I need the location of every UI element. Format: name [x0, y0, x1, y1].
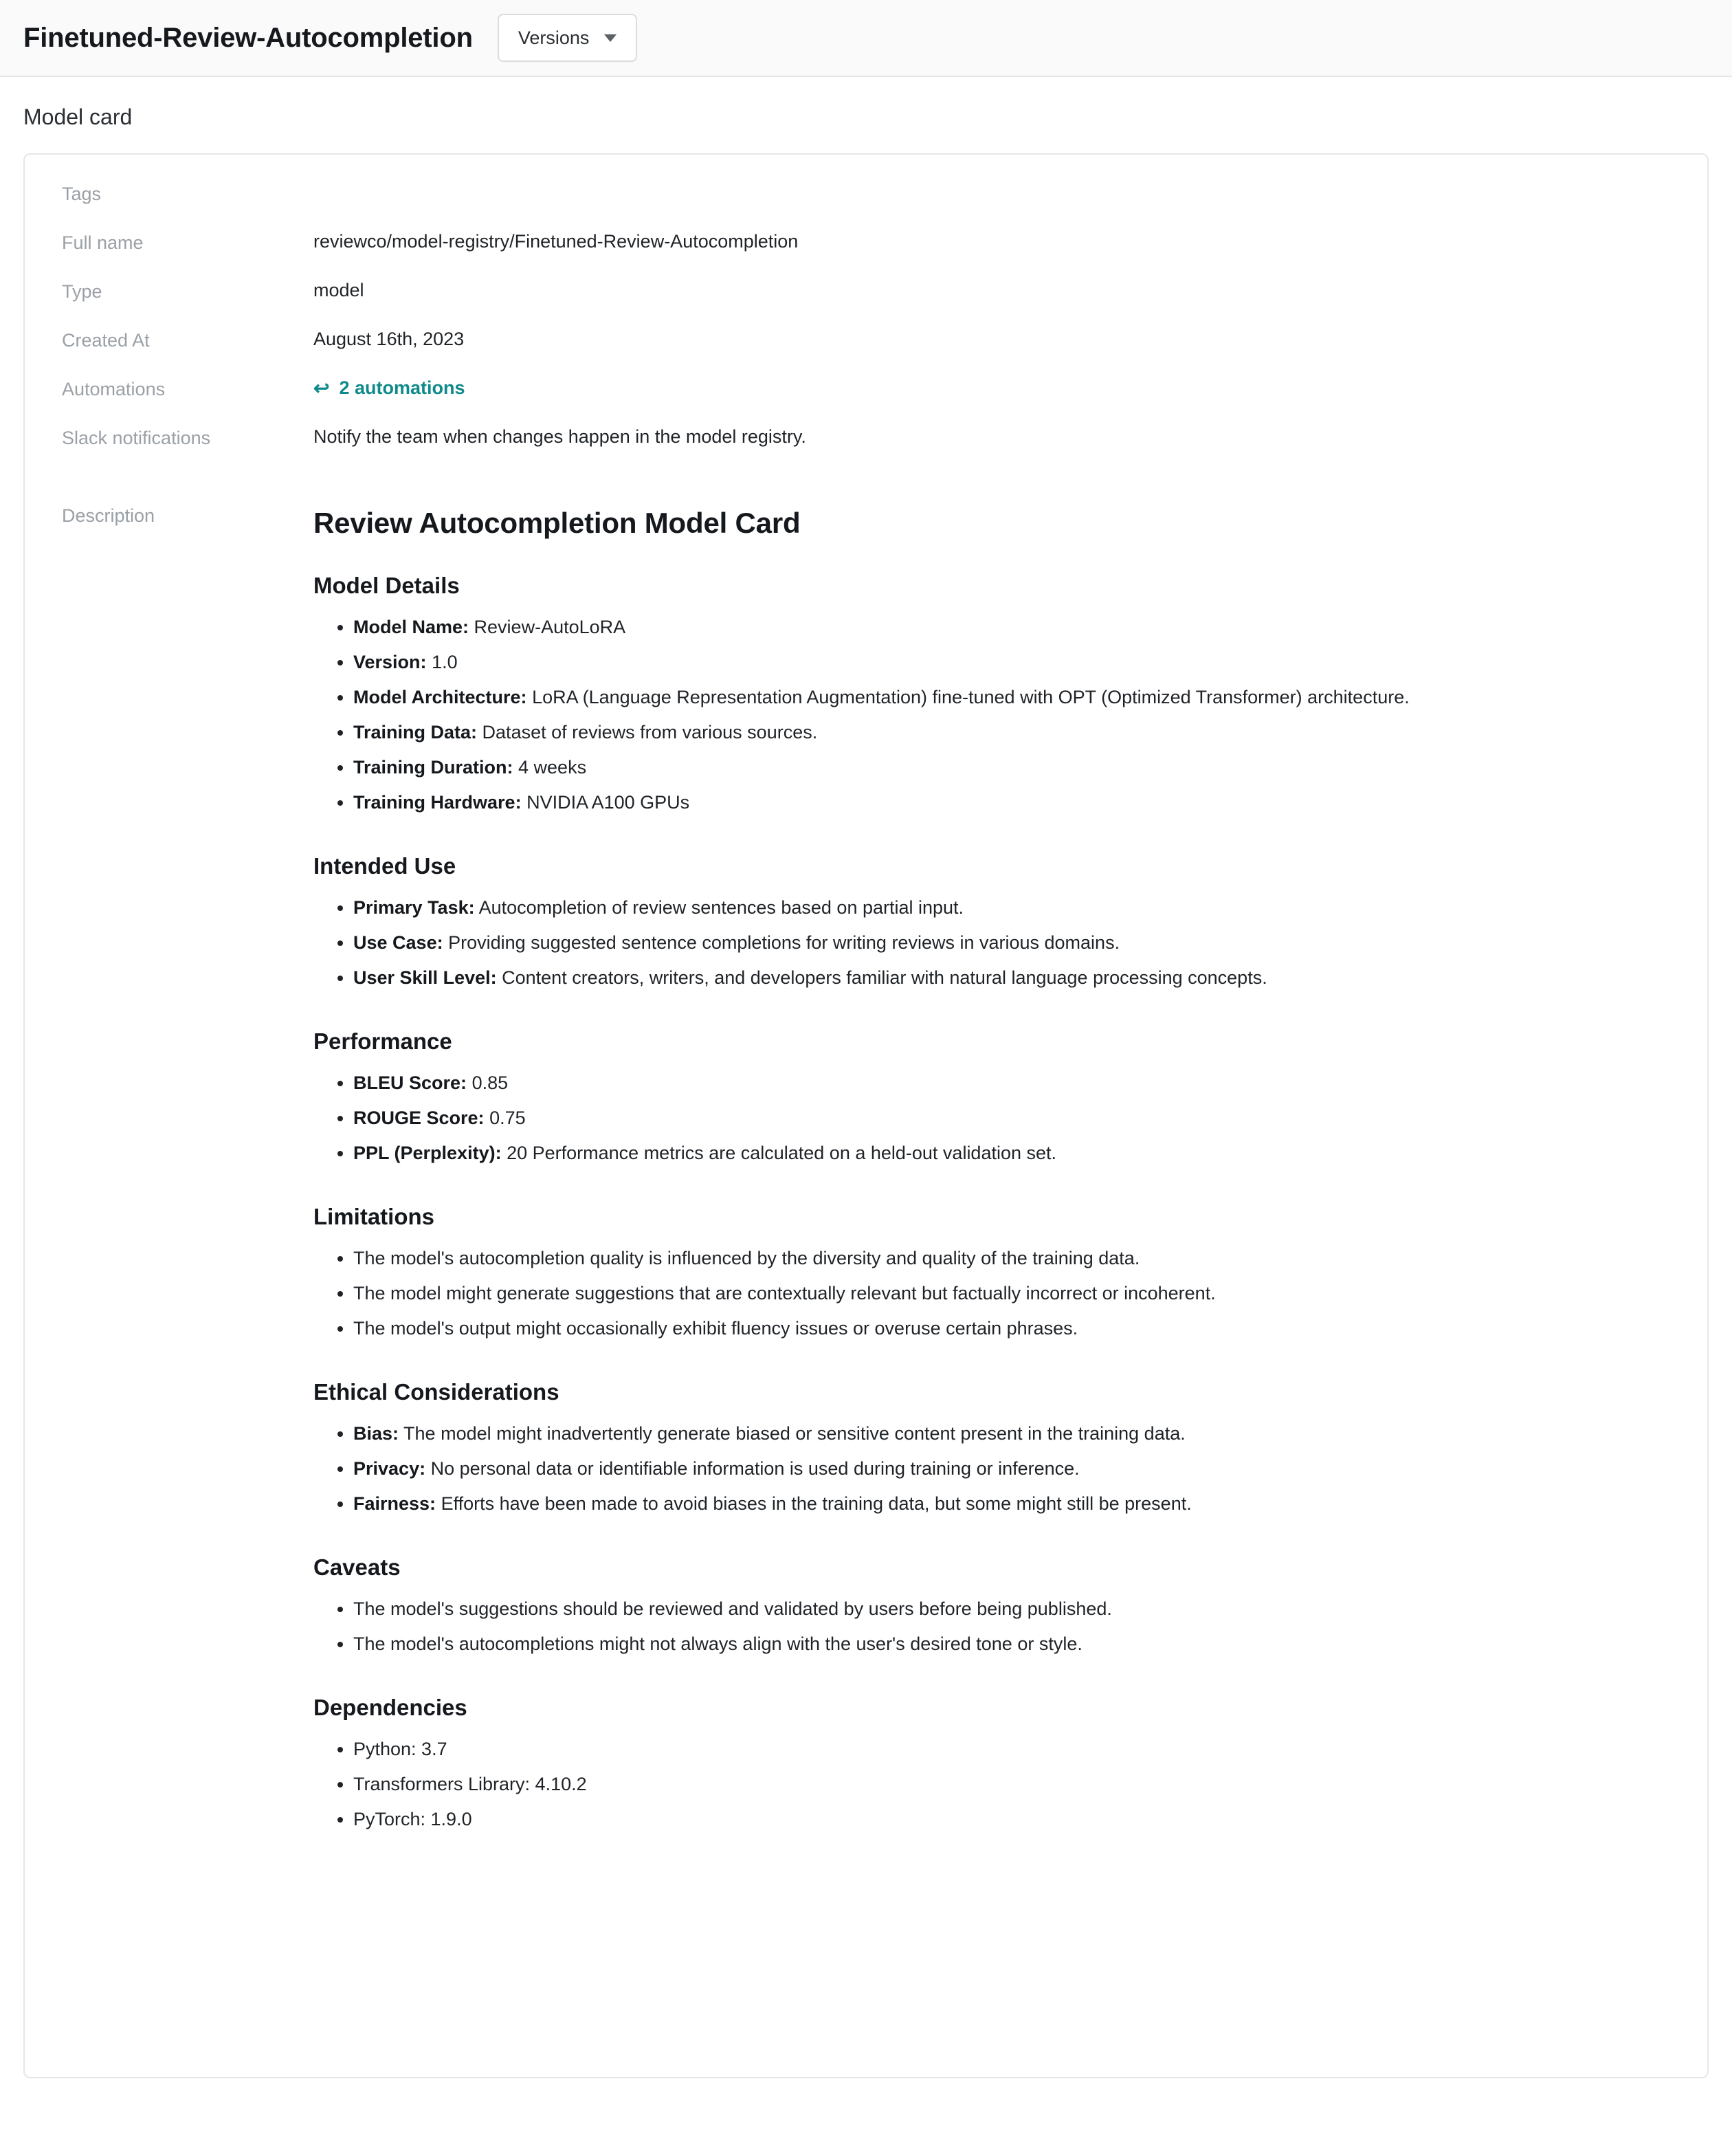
meta-row-type	[25, 280, 1707, 302]
list-item	[353, 899, 1410, 917]
list-item-label: Fairness:	[353, 1493, 436, 1514]
markdown-list	[313, 899, 1410, 987]
list-item	[353, 688, 1410, 707]
automations-link[interactable]	[313, 377, 465, 399]
markdown-heading: Caveats	[313, 1554, 401, 1580]
markdown-list	[313, 618, 1410, 812]
list-item-label: PPL (Perplexity):	[353, 1143, 502, 1163]
markdown-list	[313, 1740, 1410, 1829]
list-item-label: Model Name:	[353, 617, 469, 637]
list-item-text: 0.75	[489, 1108, 526, 1128]
meta-label: Slack notifications	[62, 428, 211, 448]
list-item	[353, 758, 1410, 777]
meta-label: Created At	[62, 330, 150, 351]
list-item-text: 1.0	[432, 652, 458, 672]
list-item-text: NVIDIA A100 GPUs	[526, 792, 690, 813]
list-item	[353, 1424, 1410, 1443]
list-item-text: Dataset of reviews from various sources.	[482, 722, 818, 742]
list-item-label: Version:	[353, 652, 427, 672]
list-item-label: User Skill Level:	[353, 967, 497, 988]
list-item-text: Content creators, writers, and developers familiar with natural language processing concepts.	[502, 967, 1267, 988]
markdown-heading: Ethical Considerations	[313, 1379, 559, 1405]
list-item	[353, 1249, 1410, 1268]
list-item-text: 4 weeks	[518, 757, 587, 778]
list-item-text: PyTorch: 1.9.0	[353, 1809, 472, 1829]
list-item	[353, 1775, 1410, 1794]
meta-row-slack-notifications	[25, 426, 1707, 449]
markdown-heading: Performance	[313, 1028, 452, 1054]
markdown-list	[313, 1600, 1410, 1653]
list-item-text: No personal data or identifiable information is used during training or inference.	[430, 1458, 1080, 1479]
list-item-text: LoRA (Language Representation Augmentation) fine-tuned with OPT (Optimized Transformer) architecture.	[532, 687, 1410, 707]
description-row	[25, 504, 1707, 1845]
markdown-heading: Dependencies	[313, 1695, 467, 1720]
description-markdown	[313, 504, 1410, 1845]
list-item-text: Autocompletion of review sentences based on partial input.	[478, 897, 964, 918]
versions-button[interactable]	[498, 14, 638, 62]
list-item-label: Training Hardware:	[353, 792, 522, 813]
automations-link-label: 2 automations	[339, 377, 465, 398]
markdown-list	[313, 1424, 1410, 1513]
list-item-label: ROUGE Score:	[353, 1108, 485, 1128]
list-item-label: Model Architecture:	[353, 687, 527, 707]
list-item-text: Python: 3.7	[353, 1739, 447, 1759]
list-item-text: The model's autocompletion quality is influenced by the diversity and quality of the training data.	[353, 1248, 1140, 1268]
list-item-text: Providing suggested sentence completions for writing reviews in various domains.	[448, 932, 1120, 953]
meta-label: Tags	[62, 184, 102, 204]
list-item	[353, 723, 1410, 742]
list-item-text: The model's output might occasionally exhibit fluency issues or overuse certain phrases.	[353, 1318, 1078, 1339]
list-item-text: Efforts have been made to avoid biases in the training data, but some might still be present.	[441, 1493, 1192, 1514]
meta-label: Description	[62, 505, 155, 526]
model-card-section-label: Model card	[23, 104, 133, 129]
page-title: Finetuned-Review-Autocompletion	[23, 22, 473, 53]
list-item	[353, 1144, 1410, 1163]
list-item	[353, 934, 1410, 952]
meta-row-created-at	[25, 329, 1707, 351]
list-item	[353, 1810, 1410, 1829]
list-item-text: Transformers Library: 4.10.2	[353, 1774, 587, 1794]
list-item-label: Training Duration:	[353, 757, 513, 778]
meta-value: August 16th, 2023	[313, 329, 465, 349]
markdown-title: Review Autocompletion Model Card	[313, 507, 801, 539]
list-item	[353, 1109, 1410, 1128]
list-item	[353, 1740, 1410, 1759]
markdown-list	[313, 1074, 1410, 1163]
meta-value: reviewco/model-registry/Finetuned-Review-Autocompletion	[313, 231, 799, 252]
list-item	[353, 1635, 1410, 1653]
list-item-text: Review-AutoLoRA	[474, 617, 626, 637]
list-item	[353, 653, 1410, 672]
meta-row-automations	[25, 377, 1707, 400]
list-item-label: Primary Task:	[353, 897, 475, 918]
list-item	[353, 1319, 1410, 1338]
list-item-label: Use Case:	[353, 932, 443, 953]
versions-button-label: Versions	[518, 27, 590, 48]
markdown-heading: Model Details	[313, 573, 460, 598]
list-item	[353, 1460, 1410, 1478]
list-item-text: The model's autocompletions might not always align with the user's desired tone or style.	[353, 1634, 1082, 1654]
list-item-text: The model's suggestions should be reviewed and validated by users before being published.	[353, 1598, 1112, 1619]
page-header	[0, 0, 1732, 77]
list-item-text: The model might inadvertently generate biased or sensitive content present in the training data.	[403, 1423, 1186, 1444]
markdown-sections	[313, 573, 1410, 1829]
meta-label: Automations	[62, 379, 166, 399]
meta-row-full-name	[25, 231, 1707, 254]
list-item-label: Training Data:	[353, 722, 478, 742]
meta-value: model	[313, 280, 364, 300]
list-item-text: The model might generate suggestions that are contextually relevant but factually incorrect or incoherent.	[353, 1283, 1216, 1304]
list-item	[353, 1284, 1410, 1303]
chevron-down-icon	[604, 34, 617, 42]
list-item	[353, 1600, 1410, 1618]
list-item	[353, 969, 1410, 987]
list-item-label: Bias:	[353, 1423, 399, 1444]
meta-label: Type	[62, 281, 102, 302]
markdown-heading: Limitations	[313, 1204, 435, 1229]
list-item	[353, 793, 1410, 812]
list-item-text: 20 Performance metrics are calculated on a held-out validation set.	[507, 1143, 1057, 1163]
model-card-panel	[23, 153, 1709, 2078]
list-item	[353, 1074, 1410, 1092]
list-item	[353, 1495, 1410, 1513]
list-item-text: 0.85	[471, 1072, 509, 1093]
list-item	[353, 618, 1410, 637]
list-item-label: Privacy:	[353, 1458, 426, 1479]
list-item-label: BLEU Score:	[353, 1072, 467, 1093]
meta-row-tags	[25, 182, 1707, 205]
meta-value: Notify the team when changes happen in the model registry.	[313, 426, 806, 447]
meta-label: Full name	[62, 232, 144, 253]
automation-arrow-icon: ↩	[313, 377, 330, 399]
markdown-heading: Intended Use	[313, 853, 456, 879]
markdown-list	[313, 1249, 1410, 1338]
